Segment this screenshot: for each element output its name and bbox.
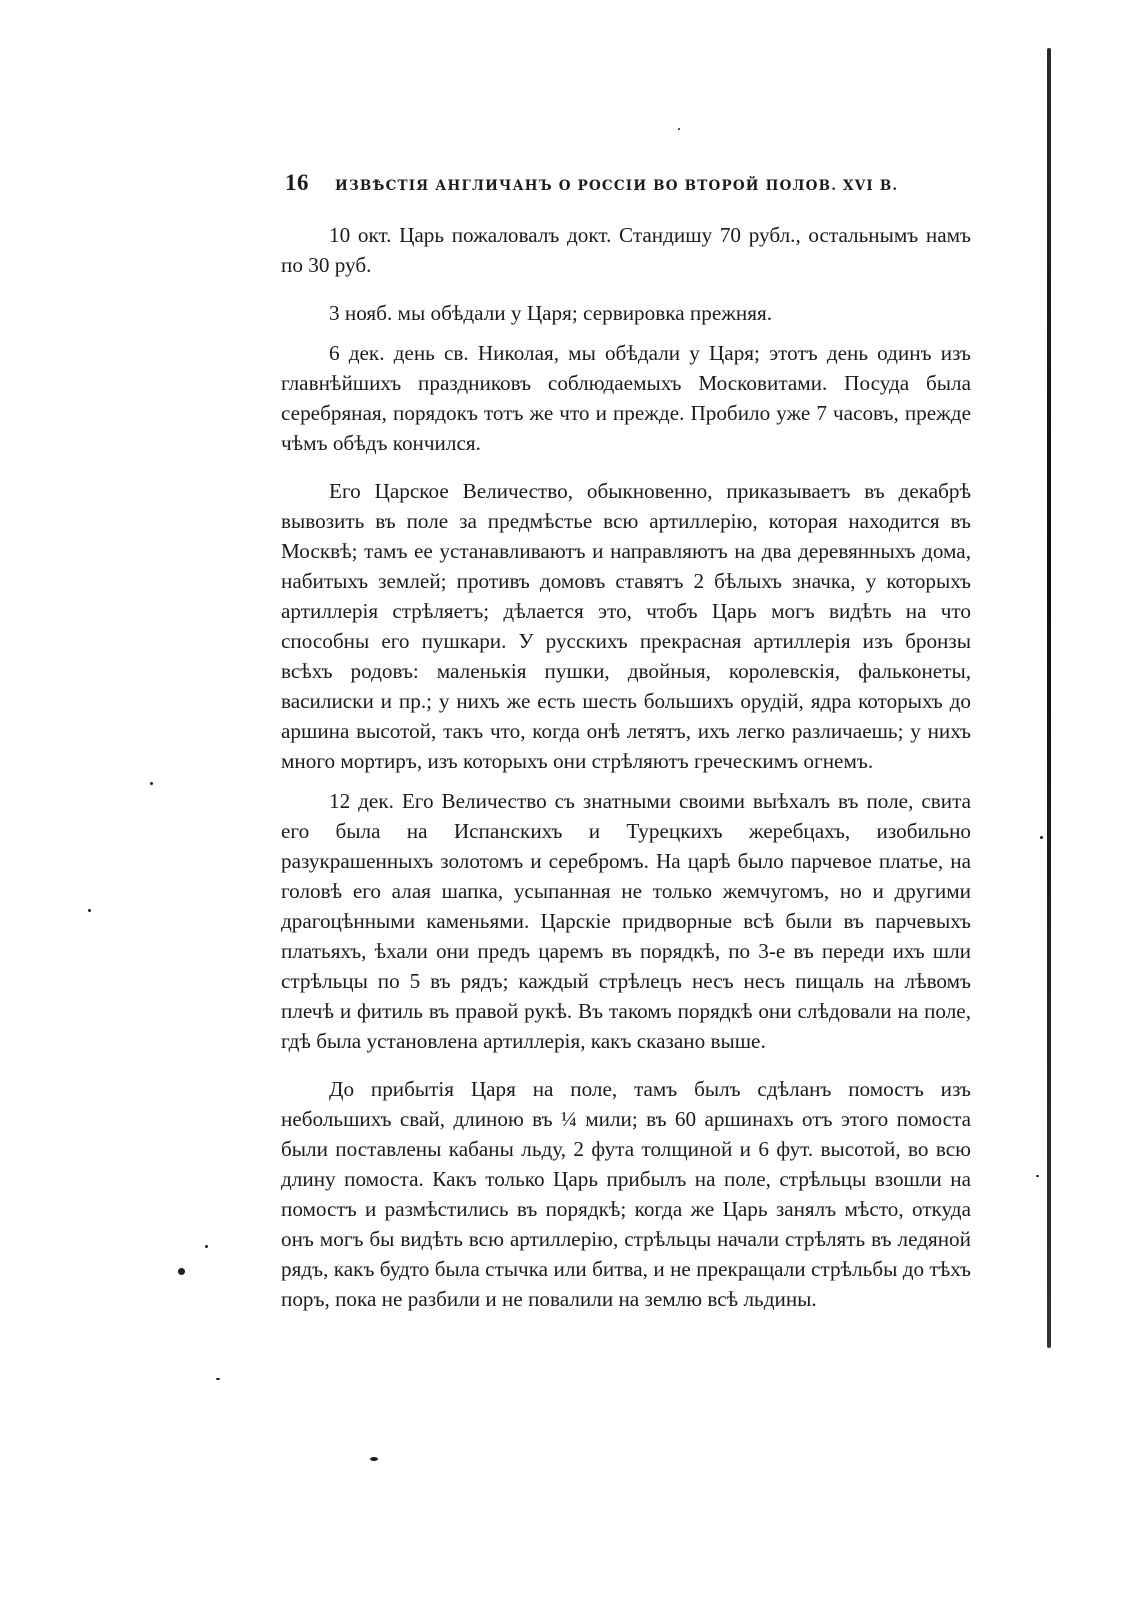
scan-speck xyxy=(216,1378,220,1380)
paragraph-dec-6: 6 дек. день св. Николая, мы обѣдали у Царя; этотъ день одинъ изъ главнѣйшихъ праздниковъ соблюдаемыхъ Московитами. Посуда была серебряная, порядокъ тотъ же что и прежде. Пробило уже 7 часовъ, прежде чѣмъ обѣдъ кончился. xyxy=(281,341,971,455)
scan-speck xyxy=(88,909,91,912)
scan-speck xyxy=(678,128,680,130)
paragraph-artillery: Его Царское Величество, обыкновенно, приказываетъ въ декабрѣ вывозить въ поле за предмѣстье всю артиллерію, которая находится въ Москвѣ; тамъ ее устанавливаютъ и направляютъ на два деревянныхъ дома, набитыхъ землей; противъ домовъ ставятъ 2 бѣлыхъ значка, у которыхъ артиллерія стрѣляетъ; дѣлается это, чтобъ Царь могъ видѣть на что способны его пушкари. У русскихъ прекрасная артиллерія изъ бронзы всѣхъ родовъ: маленькія пушки, двойныя, королевскія, фальконеты, василиски и пр.; у нихъ же есть шесть большихъ орудій, ядра которыхъ до аршина высотой, такъ что, когда онѣ летятъ, ихъ легко различаешь; у нихъ много мортиръ, изъ которыхъ они стрѣляютъ греческимъ огнемъ. xyxy=(281,479,971,773)
scan-speck xyxy=(1036,1175,1039,1177)
paragraph-nov-3: 3 нояб. мы обѣдали у Царя; сервировка прежняя. xyxy=(329,301,773,325)
scan-speck xyxy=(150,782,153,785)
paragraph-dec-12: 12 дек. Его Величество съ знатными своими выѣхалъ въ поле, свита его была на Испанскихъ и Турецкихъ жеребцахъ, изобильно разукрашенныхъ золотомъ и серебромъ. На царѣ было парчевое платье, на головѣ его алая шапка, усыпанная не только жемчугомъ, но и другими драгоцѣнными каменьями. Царскіе придворные всѣ были въ парчевыхъ платьяхъ, ѣхали они предъ царемъ въ порядкѣ, по 3-е въ переди ихъ шли стрѣльцы по 5 въ рядъ; каждый стрѣлецъ несъ несъ пищаль на лѣвомъ плечѣ и фитиль въ правой рукѣ. Въ такомъ порядкѣ они слѣдовали на поле, гдѣ была установлена артиллерія, какъ сказано выше. xyxy=(281,789,971,1053)
scan-speck xyxy=(1040,836,1043,839)
paragraph-oct-10: 10 окт. Царь пожаловалъ докт. Стандишу 70 рубл., остальнымъ намъ по 30 руб. xyxy=(281,223,971,277)
body-text xyxy=(281,220,971,1332)
scan-speck xyxy=(178,1268,185,1275)
scan-speck xyxy=(205,1245,208,1248)
running-title: ИЗВѢСТІЯ АНГЛИЧАНЪ О РОССІИ ВО ВТОРОЙ ПОЛОВ. XVI В. xyxy=(335,178,899,194)
page-number: 16 xyxy=(285,170,309,195)
page-header xyxy=(285,170,905,206)
page-edge-shadow xyxy=(1047,48,1051,1348)
paragraph-ice-platform: До прибытія Царя на поле, тамъ былъ сдѣланъ помостъ изъ небольшихъ свай, длиною въ ¼ мили; въ 60 аршинахъ отъ этого помоста были поставлены кабаны льду, 2 фута толщиной и 6 фут. высотой, во всю длину помоста. Какъ только Царь прибылъ на поле, стрѣльцы взошли на помостъ и размѣстились въ порядкѣ; когда же Царь занялъ мѣсто, откуда онъ могъ бы видѣть всю артиллерію, стрѣльцы начали стрѣлять въ ледяной рядъ, какъ будто была стычка или битва, и не прекращали стрѣльбы до тѣхъ поръ, пока не разбили и не повалили на землю всѣ льдины. xyxy=(281,1077,971,1311)
scan-speck xyxy=(370,1457,378,1461)
